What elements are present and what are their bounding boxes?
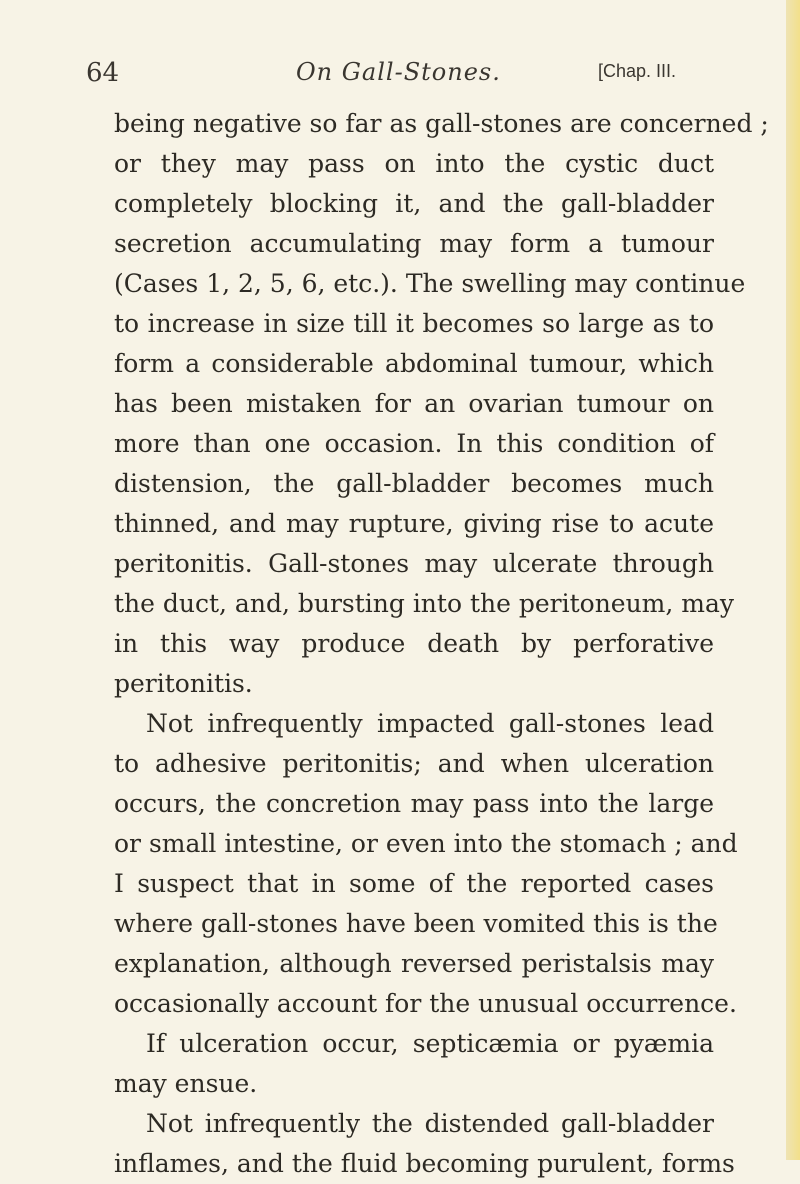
text-line: (Cases 1, 2, 5, 6, etc.). The swelling may continue: [114, 269, 746, 298]
page-number: 64: [86, 58, 120, 88]
body-text: [114, 104, 769, 1184]
text-line: has been mistaken for an ovarian tumour on: [114, 389, 714, 418]
text-line: Not infrequently impacted gall-stones lead: [146, 709, 714, 738]
text-line: explanation, although reversed peristalsis may: [114, 949, 714, 978]
text-line: occasionally account for the unusual occurrence.: [114, 989, 737, 1018]
text-line: more than one occasion. In this condition of: [114, 429, 714, 458]
text-line: distension, the gall-bladder becomes much: [114, 469, 714, 498]
text-line: may ensue.: [114, 1069, 258, 1098]
text-line: peritonitis.: [114, 669, 253, 698]
text-line: being negative so far as gall-stones are concerned ;: [114, 109, 769, 138]
page-edge: [786, 0, 800, 1160]
text-line: I suspect that in some of the reported cases: [114, 869, 714, 898]
text-line: peritonitis. Gall-stones may ulcerate through: [114, 549, 714, 578]
text-line: completely blocking it, and the gall-bladder: [114, 189, 714, 218]
text-line: the duct, and, bursting into the peritoneum, may: [114, 589, 735, 618]
text-line: or small intestine, or even into the stomach ; and: [114, 829, 738, 858]
running-title: On Gall-Stones.: [296, 58, 501, 86]
text-line: If ulceration occur, septicæmia or pyæmia: [146, 1029, 714, 1058]
text-line: occurs, the concretion may pass into the large: [114, 789, 714, 818]
text-line: where gall-stones have been vomited this is the: [114, 909, 718, 938]
text-line: secretion accumulating may form a tumour: [114, 229, 714, 258]
text-line: to increase in size till it becomes so large as to: [114, 309, 714, 338]
text-line: inflames, and the fluid becoming purulent, forms: [114, 1149, 735, 1178]
text-line: or they may pass on into the cystic duct: [114, 149, 714, 178]
chapter-reference: [Chap. III.: [598, 61, 677, 81]
page-header: [86, 58, 716, 98]
text-line: in this way produce death by perforative: [114, 629, 714, 658]
text-line: form a considerable abdominal tumour, which: [114, 349, 714, 378]
text-line: thinned, and may rupture, giving rise to acute: [114, 509, 714, 538]
text-line: Not infrequently the distended gall-bladder: [146, 1109, 714, 1138]
text-line: to adhesive peritonitis; and when ulceration: [114, 749, 714, 778]
